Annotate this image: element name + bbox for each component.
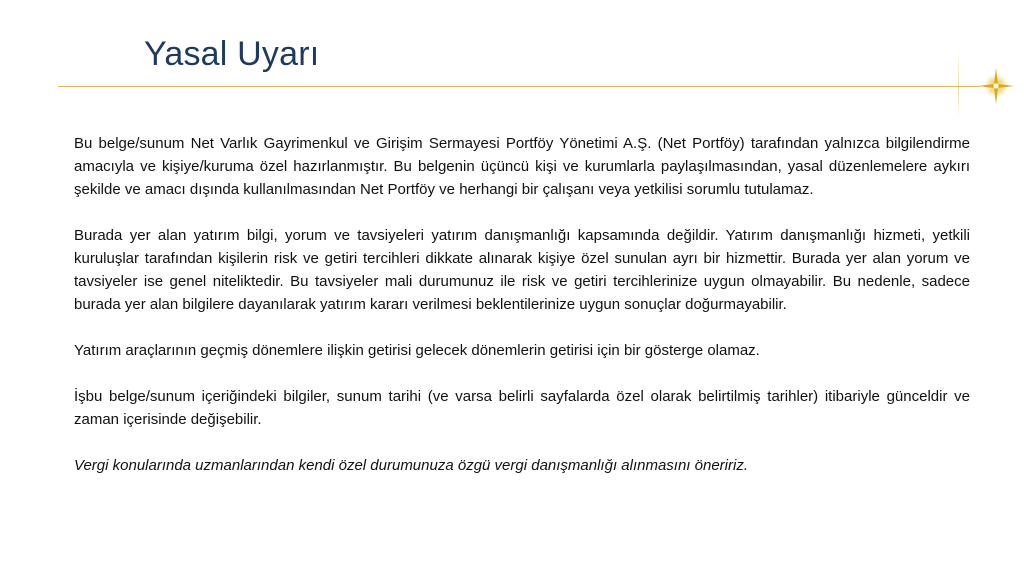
disclaimer-paragraph-1: Bu belge/sunum Net Varlık Gayrimenkul ve Girişim Sermayesi Portföy Yönetimi A.Ş. (Net Portföy) tarafından yalnızca bilgilendirme amacıyla ve kişiye/kuruma özel hazırlanmıştır. Bu belgenin üçüncü kişi ve kurumlarla paylaşılmasından, yasal düzenlemelere aykırı şekilde ve amacı dışında kullanılmasından Net Portföy ve herhangi bir çalışanı veya yetkilisi sorumlu tutulamaz. <box>74 135 970 198</box>
disclaimer-paragraph-2: Burada yer alan yatırım bilgi, yorum ve tavsiyeleri yatırım danışmanlığı kapsamında değildir. Yatırım danışmanlığı hizmeti, yetkili kuruluşlar tarafından kişilerin risk ve getiri tercihleri dikkate alınarak kişiye özel sunulan ayrı bir hizmettir. Burada yer alan yorum ve tavsiyeler ise genel niteliktedir. Bu tavsiyeler mali durumunuz ile risk ve getiri tercihlerinize uygun olmayabilir. Bu nedenle, sadece burada yer alan bilgilere dayanılarak yatırım kararı verilmesi beklentilerinize uygun sonuçlar doğurmayabilir. <box>74 227 970 313</box>
star-icon <box>976 66 1016 106</box>
disclaimer-paragraph-4: İşbu belge/sunum içeriğindeki bilgiler, sunum tarihi (ve varsa belirli sayfalarda özel olarak belirtilmiş tarihler) itibariyle günceldir ve zaman içerisinde değişebilir. <box>74 388 970 428</box>
disclaimer-body <box>74 132 970 477</box>
disclaimer-paragraph-3: Yatırım araçlarının geçmiş dönemlere ilişkin getirisi gelecek dönemlerin getirisi için bir gösterge olamaz. <box>74 342 760 359</box>
slide-title: Yasal Uyarı <box>144 35 320 73</box>
title-divider <box>58 86 980 87</box>
disclaimer-paragraph-5: Vergi konularında uzmanlarından kendi özel durumunuza özgü vergi danışmanlığı alınmasını öneririz. <box>74 457 748 474</box>
divider-glow <box>958 50 959 120</box>
